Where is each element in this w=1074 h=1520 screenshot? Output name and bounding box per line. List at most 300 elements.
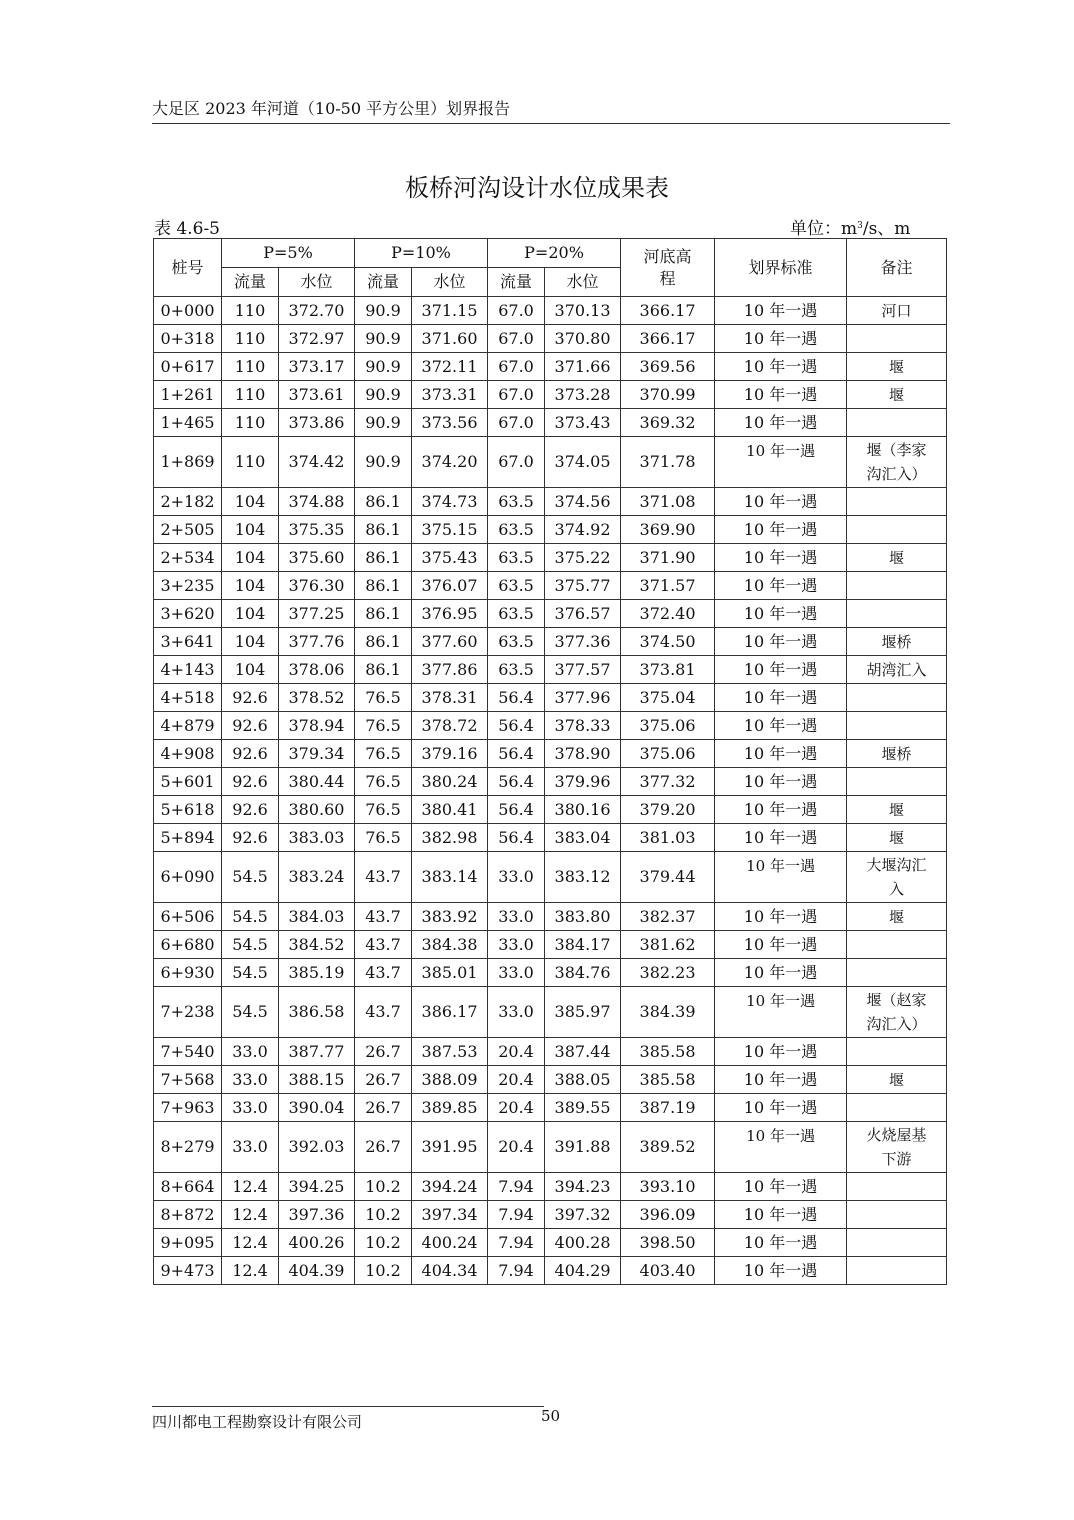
cell-q20: 67.0 (488, 325, 545, 353)
cell-q10: 86.1 (355, 516, 412, 544)
cell-z10: 373.31 (412, 381, 488, 409)
cell-q5: 104 (222, 488, 279, 516)
cell-q5: 33.0 (222, 1038, 279, 1066)
cell-note (847, 544, 947, 572)
cell-q20: 7.94 (488, 1201, 545, 1229)
table-row (154, 544, 947, 572)
col-p20-level: 水位 (545, 268, 621, 297)
cell-station: 7+540 (154, 1038, 222, 1066)
cell-station: 0+318 (154, 325, 222, 353)
cell-z5: 387.77 (279, 1038, 355, 1066)
note-line: 堰 (889, 385, 905, 404)
cell-q10: 26.7 (355, 1122, 412, 1173)
note-line: 堰 (889, 1070, 905, 1089)
table-row (154, 1173, 947, 1201)
table-row (154, 600, 947, 628)
cell-note (847, 1066, 947, 1094)
cell-station: 9+095 (154, 1229, 222, 1257)
cell-note (847, 656, 947, 684)
col-bed-line1: 河底高 (643, 246, 692, 266)
cell-bed: 371.08 (621, 488, 715, 516)
cell-q10: 90.9 (355, 409, 412, 437)
cell-z5: 374.88 (279, 488, 355, 516)
cell-station: 8+872 (154, 1201, 222, 1229)
cell-z20: 391.88 (545, 1122, 621, 1173)
cell-q5: 104 (222, 516, 279, 544)
table-row (154, 684, 947, 712)
cell-std: 10 年一遇 (715, 628, 847, 656)
cell-std: 10 年一遇 (715, 656, 847, 684)
cell-q10: 86.1 (355, 628, 412, 656)
cell-station: 1+869 (154, 437, 222, 488)
cell-bed: 384.39 (621, 987, 715, 1038)
cell-std: 10 年一遇 (715, 600, 847, 628)
cell-z20: 375.77 (545, 572, 621, 600)
cell-z20: 375.22 (545, 544, 621, 572)
cell-q20: 20.4 (488, 1066, 545, 1094)
cell-bed: 371.78 (621, 437, 715, 488)
footer-company: 四川都电工程勘察设计有限公司 (152, 1413, 363, 1431)
cell-note (847, 600, 947, 628)
cell-z10: 379.16 (412, 740, 488, 768)
cell-z10: 389.85 (412, 1094, 488, 1122)
header-divider (152, 123, 950, 124)
table-row (154, 325, 947, 353)
cell-z20: 387.44 (545, 1038, 621, 1066)
table-title: 板桥河沟设计水位成果表 (405, 174, 669, 202)
cell-bed: 393.10 (621, 1173, 715, 1201)
cell-q10: 76.5 (355, 712, 412, 740)
cell-z10: 383.92 (412, 903, 488, 931)
cell-bed: 369.32 (621, 409, 715, 437)
note-line: 沟汇入） (866, 465, 927, 483)
cell-z10: 374.20 (412, 437, 488, 488)
cell-bed: 374.50 (621, 628, 715, 656)
cell-bed: 381.03 (621, 824, 715, 852)
table-row (154, 656, 947, 684)
note-line: 下游 (881, 1150, 912, 1168)
cell-z5: 375.35 (279, 516, 355, 544)
cell-bed: 370.99 (621, 381, 715, 409)
cell-note (847, 796, 947, 824)
cell-q20: 20.4 (488, 1094, 545, 1122)
cell-std: 10 年一遇 (715, 297, 847, 325)
cell-q20: 63.5 (488, 600, 545, 628)
cell-z5: 386.58 (279, 987, 355, 1038)
cell-z5: 404.39 (279, 1257, 355, 1285)
cell-z5: 397.36 (279, 1201, 355, 1229)
cell-z5: 384.52 (279, 931, 355, 959)
cell-q10: 90.9 (355, 353, 412, 381)
cell-note (847, 903, 947, 931)
table-row (154, 852, 947, 903)
cell-z10: 377.60 (412, 628, 488, 656)
note-line: 沟汇入） (866, 1015, 927, 1033)
cell-q20: 67.0 (488, 353, 545, 381)
cell-q20: 67.0 (488, 409, 545, 437)
cell-z10: 397.34 (412, 1201, 488, 1229)
cell-z10: 388.09 (412, 1066, 488, 1094)
cell-station: 6+930 (154, 959, 222, 987)
cell-q10: 26.7 (355, 1066, 412, 1094)
cell-station: 0+000 (154, 297, 222, 325)
cell-q10: 76.5 (355, 684, 412, 712)
cell-q20: 33.0 (488, 987, 545, 1038)
cell-station: 4+143 (154, 656, 222, 684)
table-row (154, 437, 947, 488)
cell-std: 10 年一遇 (715, 1173, 847, 1201)
cell-z10: 375.43 (412, 544, 488, 572)
cell-station: 4+518 (154, 684, 222, 712)
cell-q5: 110 (222, 381, 279, 409)
cell-z5: 377.76 (279, 628, 355, 656)
unit-label (790, 214, 910, 239)
table-row (154, 987, 947, 1038)
cell-z5: 392.03 (279, 1122, 355, 1173)
cell-note (847, 381, 947, 409)
cell-z10: 371.60 (412, 325, 488, 353)
cell-z20: 379.96 (545, 768, 621, 796)
cell-bed: 387.19 (621, 1094, 715, 1122)
note-line: 堰（赵家 (866, 991, 927, 1009)
cell-z5: 388.15 (279, 1066, 355, 1094)
water-level-table (153, 238, 947, 1285)
cell-bed: 398.50 (621, 1229, 715, 1257)
cell-z10: 371.15 (412, 297, 488, 325)
cell-q10: 90.9 (355, 297, 412, 325)
cell-station: 8+664 (154, 1173, 222, 1201)
cell-note (847, 987, 947, 1038)
cell-z10: 394.24 (412, 1173, 488, 1201)
note-line: 堰桥 (881, 632, 912, 651)
cell-z20: 373.43 (545, 409, 621, 437)
cell-z5: 380.60 (279, 796, 355, 824)
cell-std: 10 年一遇 (715, 516, 847, 544)
table-row (154, 903, 947, 931)
table-row (154, 712, 947, 740)
cell-bed: 371.57 (621, 572, 715, 600)
cell-bed: 375.06 (621, 740, 715, 768)
cell-q10: 26.7 (355, 1094, 412, 1122)
cell-station: 1+261 (154, 381, 222, 409)
cell-z20: 377.36 (545, 628, 621, 656)
table-row (154, 516, 947, 544)
table-row (154, 931, 947, 959)
cell-z5: 379.34 (279, 740, 355, 768)
table-row (154, 1066, 947, 1094)
cell-note (847, 1038, 947, 1066)
cell-bed: 382.23 (621, 959, 715, 987)
table-row (154, 1201, 947, 1229)
col-station: 桩号 (154, 239, 222, 297)
cell-z5: 383.03 (279, 824, 355, 852)
cell-z20: 383.80 (545, 903, 621, 931)
cell-std: 10 年一遇 (715, 544, 847, 572)
cell-q10: 10.2 (355, 1201, 412, 1229)
note-line: 胡湾汇入 (866, 660, 927, 679)
cell-q5: 12.4 (222, 1201, 279, 1229)
cell-z20: 400.28 (545, 1229, 621, 1257)
cell-std: 10 年一遇 (715, 1201, 847, 1229)
cell-q20: 56.4 (488, 712, 545, 740)
cell-bed: 403.40 (621, 1257, 715, 1285)
cell-z20: 404.29 (545, 1257, 621, 1285)
cell-q5: 104 (222, 656, 279, 684)
note-line: 堰 (889, 907, 905, 926)
cell-std: 10 年一遇 (715, 353, 847, 381)
col-p20-flow: 流量 (488, 268, 545, 297)
cell-q10: 10.2 (355, 1173, 412, 1201)
cell-z5: 390.04 (279, 1094, 355, 1122)
cell-note (847, 516, 947, 544)
cell-q20: 33.0 (488, 931, 545, 959)
cell-note (847, 931, 947, 959)
running-header: 大足区 2023 年河道（10-50 平方公里）划界报告 (152, 99, 511, 118)
cell-z10: 376.07 (412, 572, 488, 600)
cell-bed: 371.90 (621, 544, 715, 572)
cell-q5: 104 (222, 628, 279, 656)
cell-q5: 104 (222, 600, 279, 628)
cell-std: 10 年一遇 (715, 381, 847, 409)
cell-q10: 76.5 (355, 768, 412, 796)
cell-std: 10 年一遇 (715, 325, 847, 353)
col-bed-line2: 程 (659, 268, 676, 288)
cell-note (847, 572, 947, 600)
cell-q5: 33.0 (222, 1094, 279, 1122)
cell-q10: 10.2 (355, 1257, 412, 1285)
cell-q10: 86.1 (355, 656, 412, 684)
cell-q20: 63.5 (488, 572, 545, 600)
cell-q10: 43.7 (355, 903, 412, 931)
cell-z5: 378.06 (279, 656, 355, 684)
cell-station: 2+505 (154, 516, 222, 544)
note-line: 入 (889, 880, 905, 898)
cell-z5: 376.30 (279, 572, 355, 600)
cell-note (847, 852, 947, 903)
cell-q5: 92.6 (222, 684, 279, 712)
cell-q5: 110 (222, 325, 279, 353)
cell-z10: 380.24 (412, 768, 488, 796)
cell-z20: 377.57 (545, 656, 621, 684)
cell-note (847, 684, 947, 712)
cell-note (847, 740, 947, 768)
cell-q20: 20.4 (488, 1038, 545, 1066)
cell-q10: 43.7 (355, 959, 412, 987)
col-group-p5: P=5% (222, 239, 355, 268)
cell-z5: 373.61 (279, 381, 355, 409)
cell-z5: 373.86 (279, 409, 355, 437)
table-row (154, 1094, 947, 1122)
cell-z10: 382.98 (412, 824, 488, 852)
cell-q20: 56.4 (488, 824, 545, 852)
cell-q5: 54.5 (222, 852, 279, 903)
cell-z20: 371.66 (545, 353, 621, 381)
cell-station: 8+279 (154, 1122, 222, 1173)
cell-note (847, 1173, 947, 1201)
footer-divider (152, 1406, 544, 1407)
cell-std: 10 年一遇 (715, 740, 847, 768)
cell-bed: 389.52 (621, 1122, 715, 1173)
table-row (154, 488, 947, 516)
cell-z10: 377.86 (412, 656, 488, 684)
cell-q10: 90.9 (355, 437, 412, 488)
cell-z5: 383.24 (279, 852, 355, 903)
cell-q10: 26.7 (355, 1038, 412, 1066)
cell-station: 7+568 (154, 1066, 222, 1094)
cell-z20: 370.80 (545, 325, 621, 353)
note-line: 火烧屋基 (866, 1126, 927, 1144)
cell-q20: 67.0 (488, 381, 545, 409)
cell-bed: 375.06 (621, 712, 715, 740)
cell-q20: 63.5 (488, 544, 545, 572)
cell-q5: 110 (222, 437, 279, 488)
note-line: 堰 (889, 828, 905, 847)
col-group-p20: P=20% (488, 239, 621, 268)
cell-bed: 375.04 (621, 684, 715, 712)
table-row (154, 740, 947, 768)
cell-q20: 56.4 (488, 740, 545, 768)
cell-z10: 378.31 (412, 684, 488, 712)
note-line: 河口 (881, 301, 912, 320)
cell-station: 1+465 (154, 409, 222, 437)
cell-station: 5+894 (154, 824, 222, 852)
cell-z10: 380.41 (412, 796, 488, 824)
cell-bed: 369.90 (621, 516, 715, 544)
cell-station: 2+182 (154, 488, 222, 516)
cell-q5: 92.6 (222, 712, 279, 740)
cell-z20: 383.04 (545, 824, 621, 852)
cell-bed: 369.56 (621, 353, 715, 381)
cell-q5: 92.6 (222, 824, 279, 852)
cell-bed: 396.09 (621, 1201, 715, 1229)
cell-z20: 389.55 (545, 1094, 621, 1122)
cell-q20: 56.4 (488, 796, 545, 824)
cell-q20: 63.5 (488, 488, 545, 516)
cell-z5: 400.26 (279, 1229, 355, 1257)
cell-q10: 90.9 (355, 381, 412, 409)
cell-station: 9+473 (154, 1257, 222, 1285)
cell-z20: 388.05 (545, 1066, 621, 1094)
cell-q10: 86.1 (355, 600, 412, 628)
cell-q20: 56.4 (488, 684, 545, 712)
cell-note (847, 297, 947, 325)
cell-q20: 33.0 (488, 959, 545, 987)
cell-q10: 43.7 (355, 852, 412, 903)
table-row (154, 572, 947, 600)
cell-q10: 43.7 (355, 987, 412, 1038)
table-row (154, 297, 947, 325)
cell-note (847, 712, 947, 740)
cell-q5: 54.5 (222, 931, 279, 959)
cell-q5: 54.5 (222, 959, 279, 987)
cell-q20: 33.0 (488, 852, 545, 903)
cell-station: 6+680 (154, 931, 222, 959)
cell-z20: 384.17 (545, 931, 621, 959)
cell-note (847, 1094, 947, 1122)
cell-z5: 373.17 (279, 353, 355, 381)
cell-z10: 391.95 (412, 1122, 488, 1173)
cell-q20: 63.5 (488, 628, 545, 656)
col-note: 备注 (847, 239, 947, 297)
cell-q10: 76.5 (355, 796, 412, 824)
cell-z20: 378.90 (545, 740, 621, 768)
unit-prefix: 单位：m (790, 219, 858, 239)
cell-note (847, 628, 947, 656)
cell-z10: 376.95 (412, 600, 488, 628)
cell-q20: 67.0 (488, 297, 545, 325)
table-row (154, 768, 947, 796)
page-number: 50 (541, 1407, 561, 1425)
col-p10-flow: 流量 (355, 268, 412, 297)
cell-std: 10 年一遇 (715, 1066, 847, 1094)
unit-suffix: /s、m (862, 219, 911, 239)
cell-q5: 104 (222, 544, 279, 572)
cell-station: 3+235 (154, 572, 222, 600)
cell-note (847, 1122, 947, 1173)
cell-q10: 43.7 (355, 931, 412, 959)
note-line: 堰桥 (881, 744, 912, 763)
cell-z20: 380.16 (545, 796, 621, 824)
cell-z20: 377.96 (545, 684, 621, 712)
cell-q10: 90.9 (355, 325, 412, 353)
cell-q5: 104 (222, 572, 279, 600)
cell-note (847, 437, 947, 488)
col-p5-flow: 流量 (222, 268, 279, 297)
cell-z10: 374.73 (412, 488, 488, 516)
cell-q10: 86.1 (355, 488, 412, 516)
table-row (154, 628, 947, 656)
table-row (154, 796, 947, 824)
cell-q5: 110 (222, 409, 279, 437)
table-row (154, 1038, 947, 1066)
cell-z10: 387.53 (412, 1038, 488, 1066)
cell-z10: 385.01 (412, 959, 488, 987)
cell-station: 6+090 (154, 852, 222, 903)
cell-bed: 366.17 (621, 297, 715, 325)
cell-std: 10 年一遇 (715, 572, 847, 600)
cell-q5: 54.5 (222, 903, 279, 931)
cell-station: 7+963 (154, 1094, 222, 1122)
note-line: 堰 (889, 800, 905, 819)
cell-z5: 380.44 (279, 768, 355, 796)
cell-std: 10 年一遇 (715, 437, 847, 488)
cell-station: 2+534 (154, 544, 222, 572)
cell-q20: 7.94 (488, 1173, 545, 1201)
table-number: 表 4.6-5 (154, 219, 220, 239)
table-row (154, 381, 947, 409)
cell-z20: 397.32 (545, 1201, 621, 1229)
col-standard: 划界标准 (715, 239, 847, 297)
cell-q5: 54.5 (222, 987, 279, 1038)
col-group-p10: P=10% (355, 239, 488, 268)
cell-note (847, 325, 947, 353)
cell-bed: 366.17 (621, 325, 715, 353)
cell-z5: 374.42 (279, 437, 355, 488)
table-row (154, 1257, 947, 1285)
cell-z20: 385.97 (545, 987, 621, 1038)
cell-z10: 372.11 (412, 353, 488, 381)
cell-q20: 7.94 (488, 1229, 545, 1257)
cell-std: 10 年一遇 (715, 684, 847, 712)
cell-std: 10 年一遇 (715, 931, 847, 959)
cell-std: 10 年一遇 (715, 852, 847, 903)
table-row (154, 409, 947, 437)
cell-station: 4+908 (154, 740, 222, 768)
cell-q5: 33.0 (222, 1122, 279, 1173)
note-line: 堰 (889, 548, 905, 567)
cell-station: 6+506 (154, 903, 222, 931)
cell-q20: 56.4 (488, 768, 545, 796)
